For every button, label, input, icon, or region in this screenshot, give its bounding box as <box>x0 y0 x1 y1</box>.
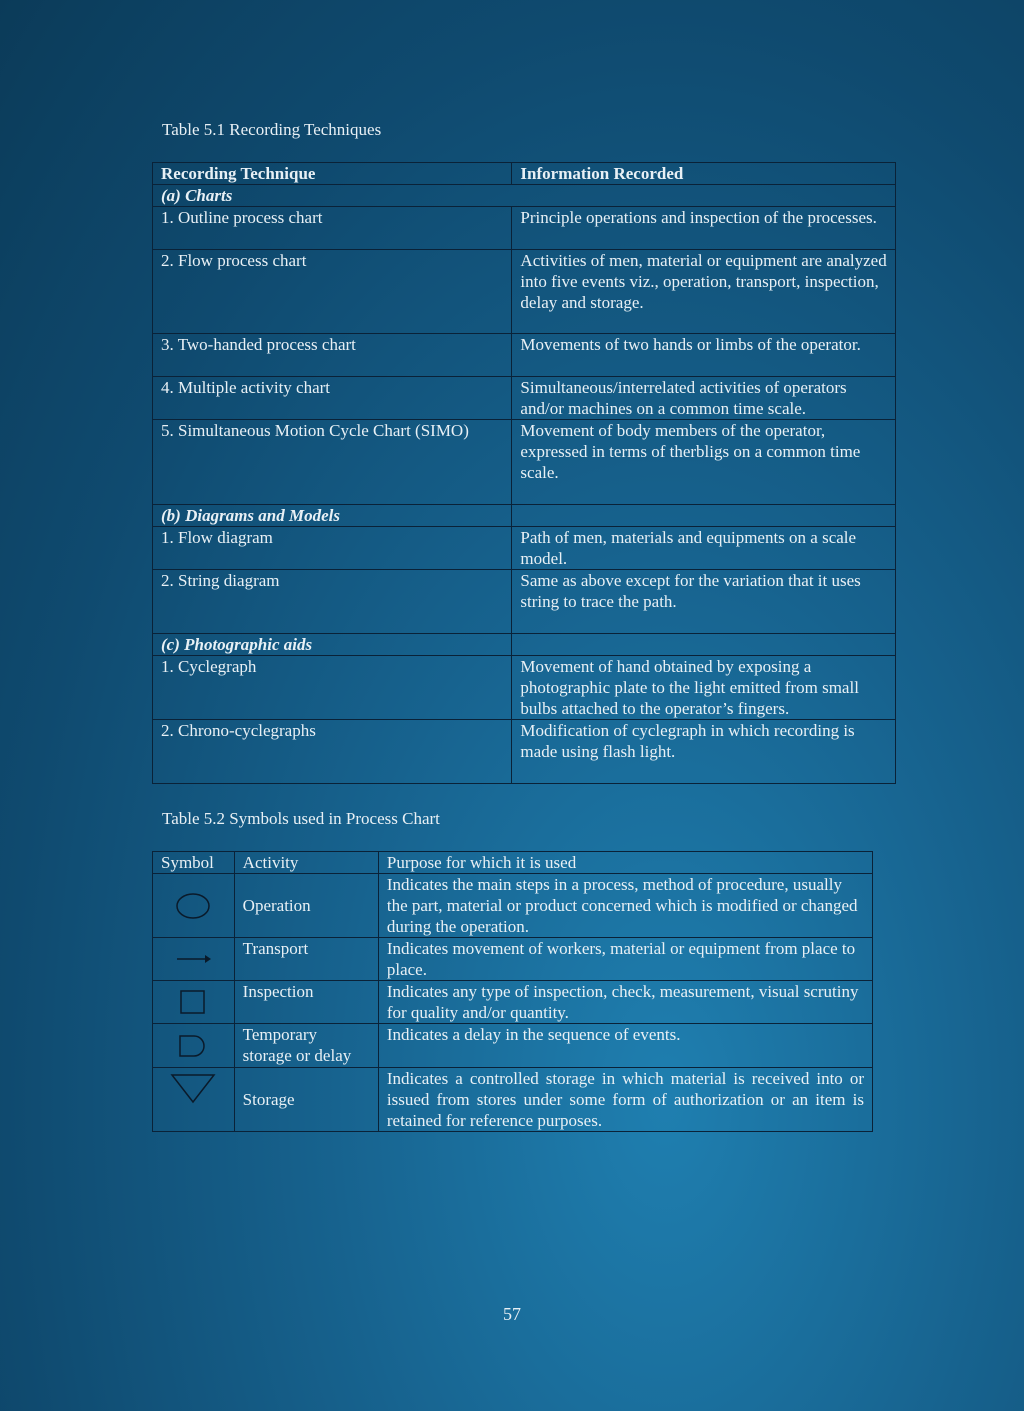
technique-cell: 3. Two-handed process chart <box>153 334 512 377</box>
activity-cell: Storage <box>234 1068 378 1132</box>
info-cell: Simultaneous/interrelated activities of operators and/or machines on a common time scale. <box>512 377 896 420</box>
header-purpose: Purpose for which it is used <box>378 852 872 874</box>
section-diagrams: (b) Diagrams and Models <box>153 505 512 527</box>
square-icon <box>178 988 208 1016</box>
page-number: 57 <box>503 1304 521 1324</box>
technique-cell: 2. Flow process chart <box>153 250 512 334</box>
table-row <box>153 527 896 570</box>
table1-caption: Table 5.1 Recording Techniques <box>162 120 382 139</box>
circle-icon <box>173 890 213 922</box>
symbol-cell <box>153 1024 235 1068</box>
table-row <box>153 570 896 634</box>
table-header-row <box>153 852 873 874</box>
technique-cell: 1. Cyclegraph <box>153 656 512 720</box>
activity-cell: Inspection <box>234 981 378 1024</box>
purpose-cell: Indicates the main steps in a process, method of procedure, usually the part, material or product concerned which is modified or changed during the operation. <box>378 874 872 938</box>
table-row <box>153 1068 873 1132</box>
info-cell: Principle operations and inspection of the processes. <box>512 207 896 250</box>
technique-cell: 2. Chrono-cyclegraphs <box>153 720 512 784</box>
table-row <box>153 938 873 981</box>
symbol-cell <box>153 938 235 981</box>
activity-cell: Transport <box>234 938 378 981</box>
info-cell: Same as above except for the variation that it uses string to trace the path. <box>512 570 896 634</box>
section-row <box>153 505 896 527</box>
info-cell: Movements of two hands or limbs of the operator. <box>512 334 896 377</box>
purpose-cell: Indicates movement of workers, material or equipment from place to place. <box>378 938 872 981</box>
activity-cell: Operation <box>234 874 378 938</box>
header-symbol: Symbol <box>153 852 235 874</box>
d-shape-icon <box>176 1033 210 1059</box>
activity-cell: Temporary storage or delay <box>234 1024 378 1068</box>
section-row <box>153 634 896 656</box>
arrow-icon <box>173 951 213 967</box>
table-row <box>153 874 873 938</box>
purpose-cell: Indicates a controlled storage in which material is received into or issued from stores under some form of authorization or an item is retained for reference purposes. <box>378 1068 872 1132</box>
info-cell: Activities of men, material or equipment are analyzed into five events viz., operation, transport, inspection, delay and storage. <box>512 250 896 334</box>
symbol-cell <box>153 874 235 938</box>
process-chart-symbols-table <box>152 851 873 1132</box>
technique-cell: 2. String diagram <box>153 570 512 634</box>
technique-cell: 1. Outline process chart <box>153 207 512 250</box>
purpose-cell: Indicates a delay in the sequence of events. <box>378 1024 872 1068</box>
table-row <box>153 334 896 377</box>
table-row <box>153 377 896 420</box>
header-technique: Recording Technique <box>153 163 512 185</box>
symbol-cell <box>153 981 235 1024</box>
table-row <box>153 720 896 784</box>
info-cell: Movement of hand obtained by exposing a photographic plate to the light emitted from small bulbs attached to the operator’s fingers. <box>512 656 896 720</box>
table-row <box>153 1024 873 1068</box>
section-charts: (a) Charts <box>153 185 896 207</box>
info-cell: Movement of body members of the operator, expressed in terms of therbligs on a common time scale. <box>512 420 896 505</box>
symbol-cell <box>153 1068 235 1132</box>
table-header-row <box>153 163 896 185</box>
header-information: Information Recorded <box>512 163 896 185</box>
table-row <box>153 250 896 334</box>
table-row <box>153 207 896 250</box>
section-photographic: (c) Photographic aids <box>153 634 512 656</box>
triangle-icon <box>168 1072 218 1106</box>
header-activity: Activity <box>234 852 378 874</box>
table-row <box>153 656 896 720</box>
technique-cell: 1. Flow diagram <box>153 527 512 570</box>
technique-cell: 4. Multiple activity chart <box>153 377 512 420</box>
recording-techniques-table <box>152 162 896 784</box>
empty-cell <box>512 505 896 527</box>
table2-caption: Table 5.2 Symbols used in Process Chart <box>162 809 440 828</box>
technique-cell: 5. Simultaneous Motion Cycle Chart (SIMO) <box>153 420 512 505</box>
info-cell: Path of men, materials and equipments on a scale model. <box>512 527 896 570</box>
purpose-cell: Indicates any type of inspection, check, measurement, visual scrutiny for quality and/or quantity. <box>378 981 872 1024</box>
section-row <box>153 185 896 207</box>
info-cell: Modification of cyclegraph in which recording is made using flash light. <box>512 720 896 784</box>
empty-cell <box>512 634 896 656</box>
table-row <box>153 420 896 505</box>
table-row <box>153 981 873 1024</box>
